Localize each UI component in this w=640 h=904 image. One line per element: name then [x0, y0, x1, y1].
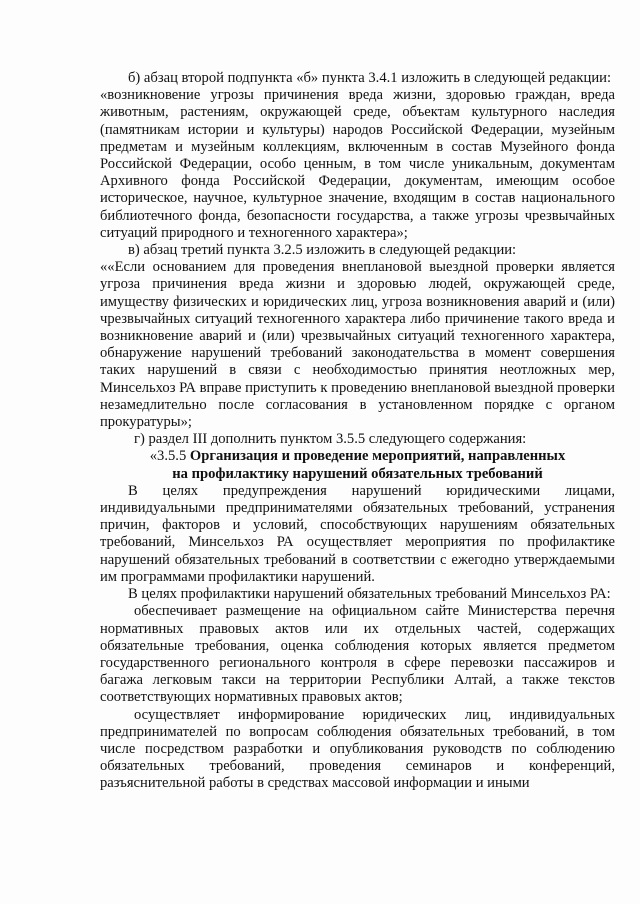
list-item-publication: обеспечивает размещение на официальном сайте Министерства перечня нормативных правовых актов или их отдельных частей, содержащих обязательные требования, оценка соблюдения которых является предметом государственного регионального контроля в сфере перевозки пассажиров и багажа легковым такси на территории Республики Алтай, а также текстов соответствующих нормативных правовых актов;: [100, 603, 615, 706]
list-item-informing: осуществляет информирование юридических лиц, индивидуальных предпринимателей по вопросам соблюдения обязательных требований, в том числе посредством разработки и опубликования руководств по соблюдению обязательных требований, проведения семинаров и конференций, разъяснительной работы в средствах массовой информации и иными: [100, 706, 615, 792]
paragraph-b-text: «возникновение угрозы причинения вреда жизни, здоровью граждан, вреда животным, растениям, окружающей среде, объектам культурного наследия (памятникам истории и культуры) народов Российской Федерации, музейным предметам и музейным коллекциям, включенным в состав Музейного фонда Российской Федерации, особо ценным, в том числе уникальным, документам Архивного фонда Российской Федерации, документам, имеющим особое историческое, научное, культурное значение, входящим в состав национального библиотечного фонда, безопасности государства, а также угрозы чрезвычайных ситуаций природного и техногенного характера»;: [100, 87, 615, 241]
paragraph-v-intro: в) абзац третий пункта 3.2.5 изложить в следующей редакции:: [128, 242, 517, 259]
paragraph-g-intro: г) раздел III дополнить пунктом 3.5.5 следующего содержания:: [134, 431, 527, 448]
paragraph-prevention: В целях предупреждения нарушений юридическими лицами, индивидуальными предпринимателями обязательных требований, устранения причин, факторов и условий, способствующих нарушениям обязательных требований, Минсельхоз РА осуществляет мероприятия по профилактике нарушений обязательных требований в соответствии с ежегодно утверждаемыми им программами профилактики нарушений.: [100, 482, 615, 585]
section-heading-number: «3.5.5: [149, 448, 190, 465]
section-heading: [100, 448, 615, 482]
section-heading-line2: на профилактику нарушений обязательных требований: [172, 465, 543, 482]
paragraph-profilaktika-intro: В целях профилактики нарушений обязательных требований Минсельхоз РА:: [128, 586, 611, 603]
document-body: [100, 70, 615, 793]
paragraph-v-text: ««Если основанием для проведения внеплановой выездной проверки является угроза причинения вреда жизни и здоровью людей, окружающей среде, имуществу физических и юридических лиц, угроза возникновения аварий и (или) чрезвычайных ситуаций техногенного характера либо причинение такого вреда и возникновение аварий и (или) чрезвычайных ситуаций техногенного характера, обнаружение нарушений требований законодательства в момент совершения таких нарушений в связи с необходимостью принятия неотложных мер, Минсельхоз РА вправе приступить к проведению внеплановой выездной проверки незамедлительно после согласования в установленном порядке с органом прокуратуры»;: [100, 259, 615, 431]
section-heading-line1: Организация и проведение мероприятий, направленных: [189, 448, 566, 465]
paragraph-b-intro: б) абзац второй подпункта «б» пункта 3.4.1 изложить в следующей редакции:: [128, 70, 612, 86]
